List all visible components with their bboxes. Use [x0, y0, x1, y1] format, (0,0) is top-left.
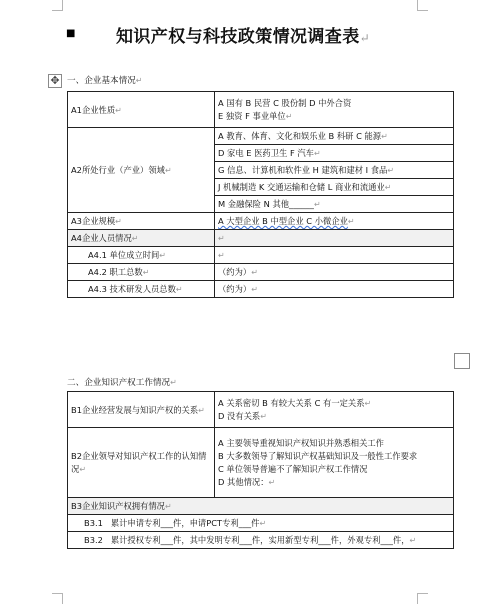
- a1-label-cell[interactable]: A1企业性质↵: [68, 92, 215, 128]
- b31-row-cell[interactable]: B3.1 累计申请专利___件，申请PCT专利___件↵: [68, 515, 454, 532]
- crop-mark-top-left: [52, 0, 63, 11]
- table-resize-handle[interactable]: [454, 353, 470, 369]
- crop-mark-top-right: [417, 0, 428, 11]
- section-2-heading[interactable]: 二、企业知识产权工作情况↵: [67, 378, 177, 388]
- a4-value-cell[interactable]: ↵: [215, 230, 454, 247]
- a2-option-4[interactable]: J 机械制造 K 交通运输和仓储 L 商业和流通业↵: [215, 179, 454, 196]
- b1-label-cell[interactable]: B1企业经营发展与知识产权的关系↵: [68, 392, 215, 428]
- a42-value-cell[interactable]: （约为）↵: [215, 264, 454, 281]
- a42-label-cell[interactable]: A4.2 职工总数↵: [68, 264, 215, 281]
- a2-label-cell[interactable]: A2所处行业（产业）领域↵: [68, 128, 215, 213]
- a3-options-cell[interactable]: A 大型企业 B 中型企业 C 小微企业↵: [215, 213, 454, 230]
- basic-info-table[interactable]: [67, 91, 454, 298]
- a3-label-cell[interactable]: A3企业规模↵: [68, 213, 215, 230]
- b2-options-cell[interactable]: A 主要领导重视知识产权知识并熟悉相关工作 B 大多数领导了解知识产权基础知识及一般性工作要求 C 单位领导普遍不了解知识产权工作情况 D 其他情况：↵: [215, 428, 454, 498]
- b2-label-cell[interactable]: B2企业领导对知识产权工作的认知情况↵: [68, 428, 215, 498]
- a2-option-5[interactable]: M 金融保险 N 其他______↵: [215, 196, 454, 213]
- crop-mark-bottom-left: [52, 593, 63, 604]
- b1-options-cell[interactable]: A 关系密切 B 有较大关系 C 有一定关系↵ D 没有关系↵: [215, 392, 454, 428]
- table-move-handle-icon[interactable]: ✥: [48, 74, 62, 88]
- document-title[interactable]: 知识产权与科技政策情况调查表↵: [116, 27, 371, 47]
- crop-mark-bottom-right: [417, 593, 428, 604]
- a41-value-cell[interactable]: ↵: [215, 247, 454, 264]
- section-1-heading[interactable]: 一、企业基本情况↵: [67, 76, 143, 86]
- a2-option-1[interactable]: A 教育、体育、文化和娱乐业 B 科研 C 能源↵: [215, 128, 454, 145]
- title-bullet: ■: [66, 28, 76, 39]
- a41-label-cell[interactable]: A4.1 单位成立时间↵: [68, 247, 215, 264]
- b3-label-cell[interactable]: B3企业知识产权拥有情况↵: [68, 498, 454, 515]
- a2-option-3[interactable]: G 信息、计算机和软件业 H 建筑和建材 I 食品↵: [215, 162, 454, 179]
- a1-options-cell[interactable]: A 国有 B 民营 C 股份制 D 中外合资 E 独资 F 事业单位↵: [215, 92, 454, 128]
- title-row: [0, 20, 484, 48]
- a43-label-cell[interactable]: A4.3 技术研发人员总数↵: [68, 281, 215, 298]
- a4-label-cell[interactable]: A4企业人员情况↵: [68, 230, 215, 247]
- b32-row-cell[interactable]: B3.2 累计授权专利___件，其中发明专利___件，实用新型专利___件，外观专利___件，↵: [68, 532, 454, 549]
- a43-value-cell[interactable]: （约为）↵: [215, 281, 454, 298]
- a2-option-2[interactable]: D 家电 E 医药卫生 F 汽车↵: [215, 145, 454, 162]
- ip-work-table[interactable]: [67, 391, 454, 549]
